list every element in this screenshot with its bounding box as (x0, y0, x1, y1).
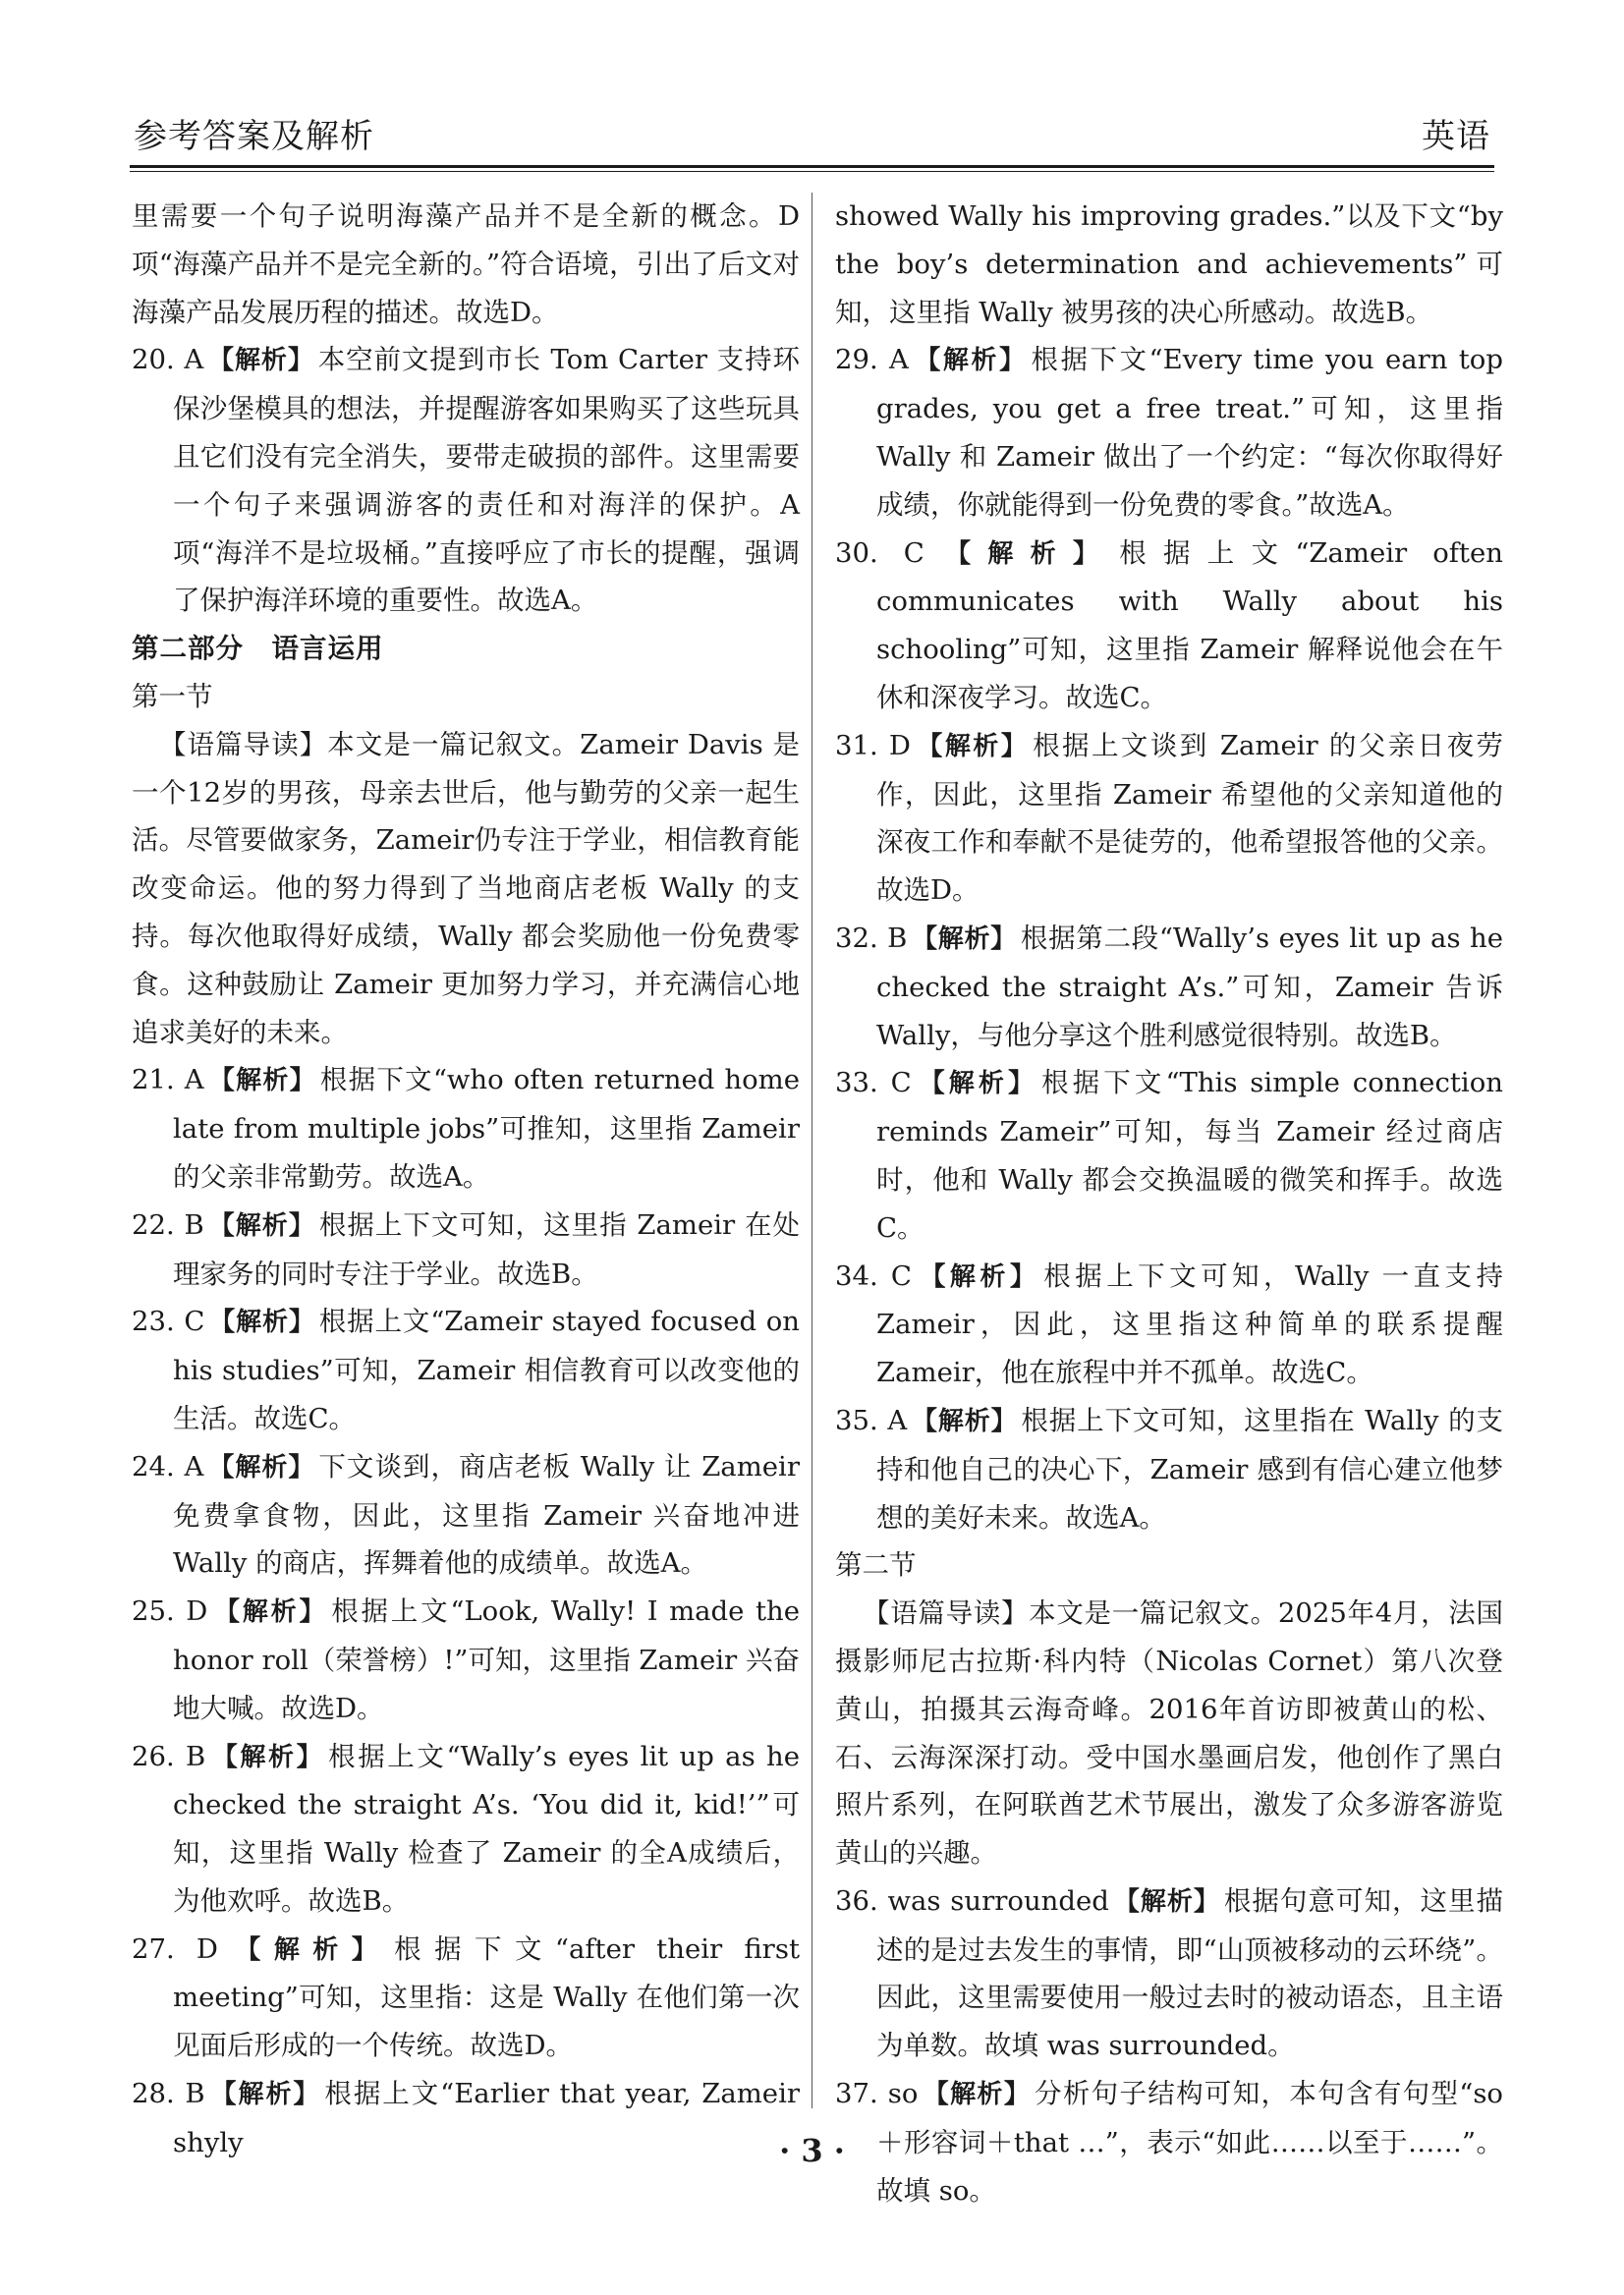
answer-item (835, 722, 1503, 915)
answer-number: 29. A (835, 344, 909, 376)
answer-item (835, 1059, 1503, 1252)
answer-number: 23. C (132, 1306, 205, 1338)
analysis-text: 根据下文“Every time you earn top grades, you get a free treat.”可知，这里指 Wally 和 Zameir 做出了一个约定：“每次你取得好成绩，你就能得到一份免费的零食。”故选A。 (876, 344, 1503, 521)
analysis-tag: 【解析】 (208, 2080, 321, 2110)
analysis-tag: 【解析】 (207, 1452, 315, 1483)
analysis-tag: 【解析】 (207, 1210, 315, 1241)
analysis-text: 根据上文“Zameir often communicates with Wally about his schooling”可知，这里指 Zameir 解释说他会在午休和深夜学习。故选C。 (876, 536, 1503, 713)
continued-text: 里需要一个句子说明海藻产品并不是全新的概念。D项“海藻产品并不是完全新的。”符合语境，引出了后文对海藻产品发展历程的描述。故选D。 (132, 200, 800, 328)
answer-item (132, 1202, 800, 1299)
analysis-tag: 【解析】 (927, 538, 1116, 569)
analysis-text: 根据上文“Earlier that year, Zameir shyly (173, 2078, 801, 2158)
analysis-text: 根据上下文可知，这里指 Zameir 在处理家务的同时专注于学业。故选B。 (173, 1208, 800, 1290)
analysis-tag: 【解析】 (911, 924, 1017, 954)
answer-item (132, 1588, 800, 1732)
page-header (134, 110, 1490, 157)
analysis-tag: 【解析】 (912, 346, 1028, 376)
analysis-tag: 【解析】 (207, 346, 314, 376)
analysis-text: 根据下文“This simple connection reminds Zameir”可知，每当 Zameir 经过商店时，他和 Wally 都会交换温暖的微笑和挥手。故选C。 (876, 1067, 1503, 1244)
answer-number: 28. B (132, 2078, 205, 2110)
answer-item (835, 1253, 1503, 1397)
header-doc-title: 参考答案及解析 (134, 117, 374, 156)
analysis-tag: 【解析】 (911, 1406, 1018, 1436)
answer-number: 27. D (132, 1932, 218, 1965)
analysis-tag: 【解析】 (211, 1597, 328, 1628)
analysis-text: 根据下文“who often returned home late from multiple jobs”可推知，这里指 Zameir 的父亲非常勤劳。故选A。 (173, 1064, 800, 1193)
analysis-text: 根据上下文可知，Wally 一直支持 Zameir，因此，这里指这种简单的联系提醒 Zameir，他在旅程中并不孤单。故选C。 (876, 1259, 1503, 1389)
answer-number: 37. so (835, 2078, 919, 2110)
analysis-text: 根据上文“Wally’s eyes lit up as he checked the straight A’s. ‘You did it, kid!’”可知，这里指 Wally 检查了 Zameir 的全A成绩后，为他欢呼。故选B。 (173, 1740, 800, 1917)
answer-number: 35. A (835, 1404, 908, 1436)
analysis-text: 根据第二段“Wally’s eyes lit up as he checked the straight A’s.”可知，Zameir 告诉 Wally，与他分享这个胜利感觉很特别。故选B。 (876, 922, 1503, 1051)
answer-number: 22. B (132, 1208, 204, 1241)
analysis-text: 根据上文“Look, Wally! I made the honor roll（荣誉榜）!”可知，这里指 Zameir 兴奋地大喊。故选D。 (173, 1595, 800, 1724)
header-rule-thick (130, 165, 1494, 168)
page-number: · 3 · (779, 2132, 845, 2169)
answer-item (132, 1733, 800, 1926)
answer-number: 24. A (132, 1450, 204, 1483)
answer-number: 26. B (132, 1740, 206, 1772)
answer-number: 36. was surrounded (835, 1884, 1109, 1917)
answer-number: 31. D (835, 729, 911, 761)
passage-guide: 【语篇导读】本文是一篇记叙文。2025年4月，法国摄影师尼古拉斯·科内特（Nicolas Cornet）第八次登黄山，拍摄其云海奇峰。2016年首访即被黄山的松、石、云海深深打动。受中国水墨画启发，他创作了黑白照片系列，在阿联酋艺术节展出，激发了众多游客游览黄山的兴趣。 (835, 1597, 1503, 1870)
analysis-tag: 【解析】 (207, 1066, 316, 1096)
right-column (835, 193, 1503, 2214)
analysis-text: 分析句子结构可知，本句含有句型“so ＋形容词＋that …”，表示“如此……以至于……”。故填 so。 (876, 2078, 1503, 2207)
answer-number: 30. C (835, 536, 924, 569)
analysis-text: 本空前文提到市长 Tom Carter 支持环保沙堡模具的想法，并提醒游客如果购买了这些玩具且它们没有完全消失，要带走破损的部件。这里需要一个句子来强调游客的责任和对海洋的保护。A项“海洋不是垃圾桶。”直接呼应了市长的提醒，强调了保护海洋环境的重要性。故选A。 (173, 344, 800, 617)
analysis-text: 下文谈到，商店老板 Wally 让 Zameir 免费拿食物，因此，这里指 Zameir 兴奋地冲进 Wally 的商店，挥舞着他的成绩单。故选A。 (173, 1450, 800, 1580)
analysis-text: 根据下文“after their first meeting”可知，这里指：这是 Wally 在他们第一次见面后形成的一个传统。故选D。 (173, 1932, 800, 2062)
answer-number: 21. A (132, 1064, 204, 1096)
answer-item (132, 1926, 800, 2070)
analysis-tag: 【解析】 (914, 731, 1030, 761)
answer-item (132, 336, 800, 625)
left-column (132, 193, 800, 2167)
answer-item (132, 1443, 800, 1588)
answer-number: 32. B (835, 922, 908, 954)
analysis-tag: 【解析】 (915, 1261, 1040, 1292)
analysis-tag: 【解析】 (209, 1742, 325, 1772)
answer-number: 33. C (835, 1067, 912, 1099)
header-rule-thin (130, 171, 1494, 172)
answer-item (132, 1298, 800, 1442)
header-subject: 英语 (1422, 117, 1490, 156)
analysis-tag: 【解析】 (915, 1069, 1038, 1099)
analysis-text: 根据句意可知，这里描述的是过去发生的事情，即“山顶被移动的云环绕”。因此，这里需要使用一般过去时的被动语态，且主语为单数。故填 was surrounded。 (876, 1884, 1503, 2062)
analysis-tag: 【解析】 (208, 1308, 315, 1338)
answer-item (835, 1397, 1503, 1541)
answer-number: 25. D (132, 1595, 208, 1628)
answer-item (835, 336, 1503, 529)
answer-item (835, 915, 1503, 1059)
analysis-text: 根据上下文可知，这里指在 Wally 的支持和他自己的决心下，Zameir 感到有信心建立他梦想的美好未来。故选A。 (876, 1404, 1503, 1534)
answer-number: 34. C (835, 1259, 912, 1292)
continued-text: showed Wally his improving grades.”以及下文“by the boy’s determination and achievements”可知，这里指 Wally 被男孩的决心所感动。故选B。 (835, 200, 1503, 328)
subsection-heading: 第二节 (835, 1549, 917, 1582)
section-heading: 第二部分 语言运用 (132, 633, 384, 665)
subsection-heading: 第一节 (132, 680, 213, 712)
answer-item (132, 1056, 800, 1201)
answer-item (835, 1877, 1503, 2070)
analysis-text: 根据上文谈到 Zameir 的父亲日夜劳作，因此，这里指 Zameir 希望他的父亲知道他的深夜工作和奉献不是徒劳的，他希望报答他的父亲。故选D。 (876, 729, 1503, 907)
answer-item (835, 530, 1503, 722)
analysis-tag: 【解析】 (221, 1934, 391, 1965)
passage-guide: 【语篇导读】本文是一篇记叙文。Zameir Davis 是一个12岁的男孩，母亲去世后，他与勤劳的父亲一起生活。尽管要做家务，Zameir仍专注于学业，相信教育能改变命运。他的努力得到了当地商店老板 Wally 的支持。每次他取得好成绩，Wally 都会奖励他一份免费零食。这种鼓励让 Zameir 更加努力学习，并充满信心地追求美好的未来。 (132, 728, 800, 1048)
analysis-tag: 【解析】 (922, 2080, 1032, 2110)
answer-number: 20. A (132, 344, 204, 376)
analysis-text: 根据上文“Zameir stayed focused on his studies”可知，Zameir 相信教育可以改变他的生活。故选C。 (173, 1306, 800, 1434)
analysis-tag: 【解析】 (1112, 1886, 1220, 1917)
